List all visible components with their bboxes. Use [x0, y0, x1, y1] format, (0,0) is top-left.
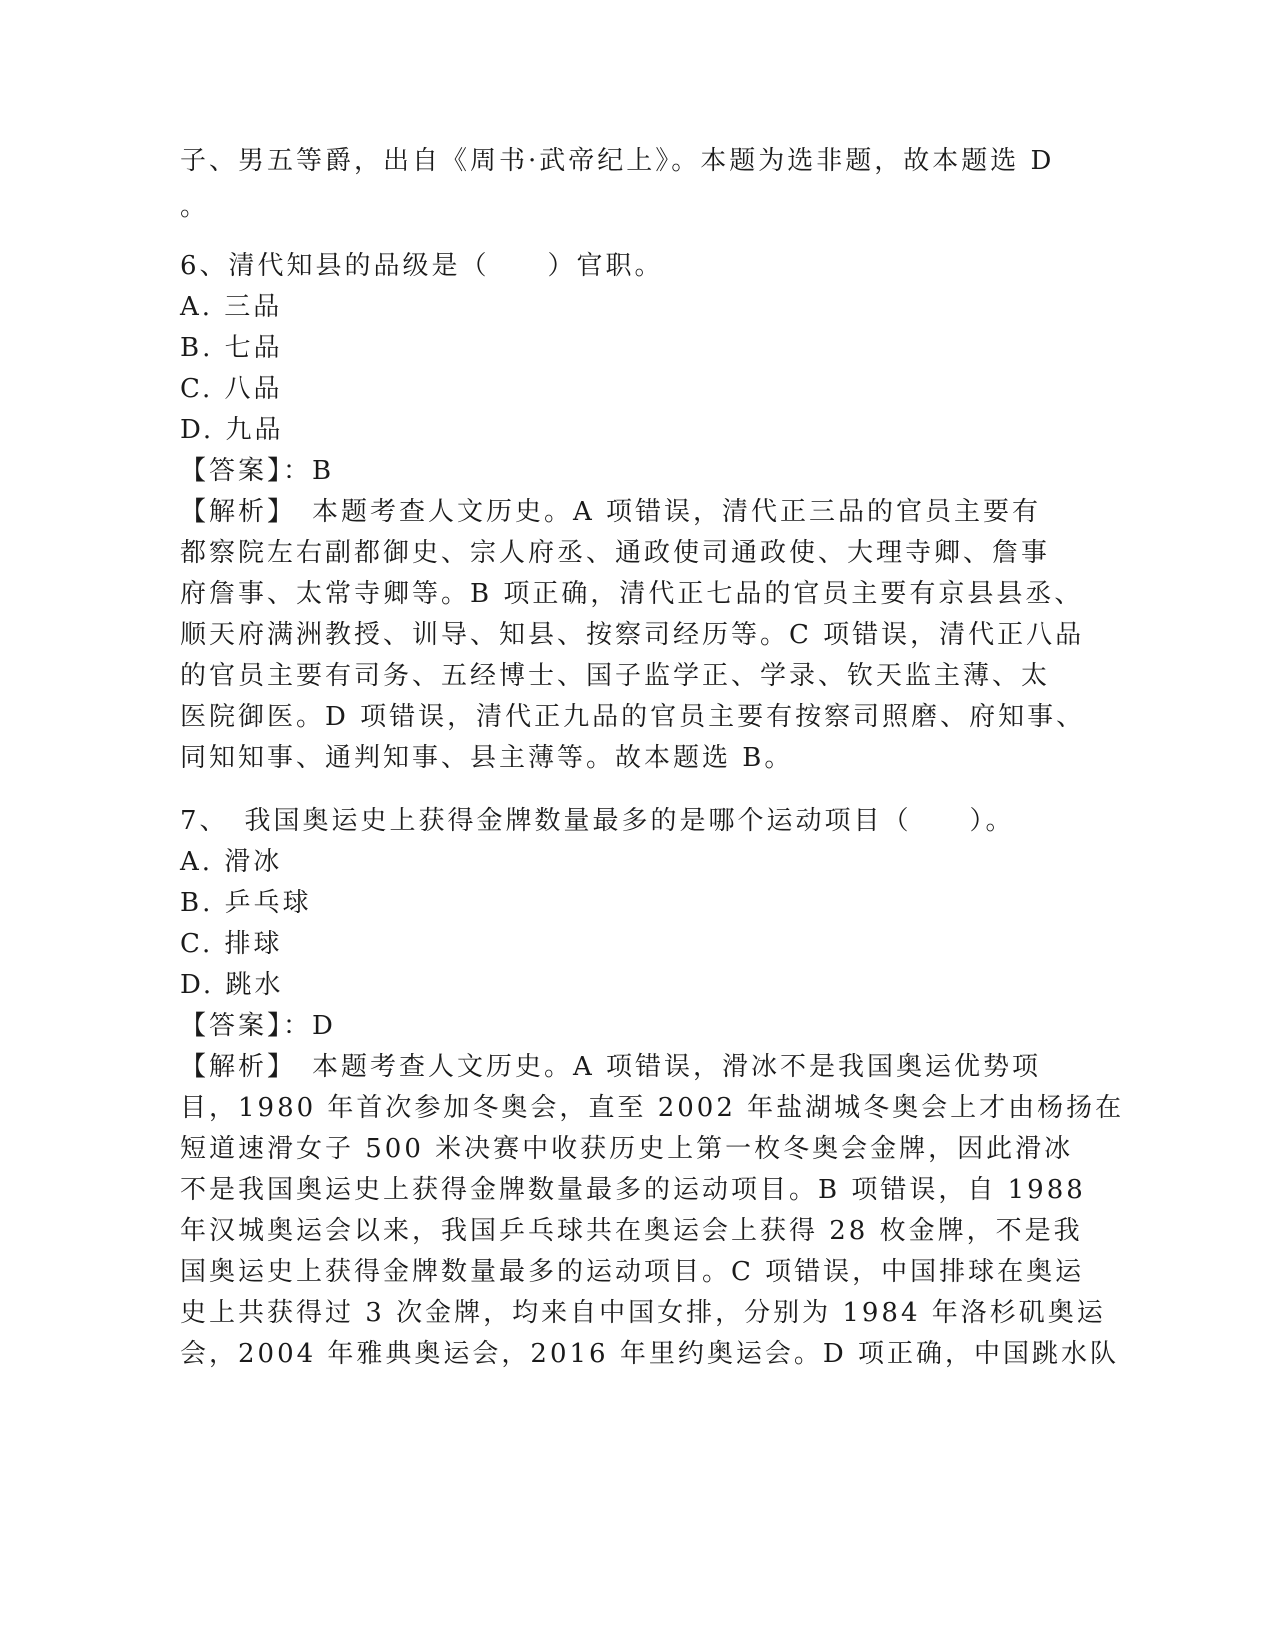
- q7-explanation-line: 短道速滑女子 500 米决赛中收获历史上第一枚冬奥会金牌，因此滑冰: [180, 1134, 1074, 1164]
- q7-option-d: D. 跳水: [180, 970, 284, 1000]
- q7-option-c: C. 排球: [180, 929, 283, 959]
- q7-explanation-line: 【解析】 本题考查人文历史。A 项错误，滑冰不是我国奥运优势项: [180, 1052, 1042, 1082]
- q6-option-b: B. 七品: [180, 333, 283, 363]
- q7-explanation-line: 不是我国奥运史上获得金牌数量最多的运动项目。B 项错误，自 1988: [180, 1175, 1086, 1205]
- q7-option-b: B. 乒乓球: [180, 888, 312, 918]
- q7-option-a: A. 滑冰: [180, 847, 283, 877]
- q6-explanation-line: 同知知事、通判知事、县主薄等。故本题选 B。: [180, 743, 794, 773]
- q7-explanation-line: 年汉城奥运会以来，我国乒乓球共在奥运会上获得 28 枚金牌，不是我: [180, 1216, 1083, 1246]
- q7-answer: 【答案】：D: [180, 1011, 336, 1041]
- q7-question: 7、 我国奥运史上获得金牌数量最多的是哪个运动项目（ ）。: [180, 806, 1015, 836]
- q7-explanation-line: 史上共获得过 3 次金牌，均来自中国女排，分别为 1984 年洛杉矶奥运: [180, 1298, 1106, 1328]
- q7-explanation-line: 国奥运史上获得金牌数量最多的运动项目。C 项错误，中国排球在奥运: [180, 1257, 1085, 1287]
- q6-option-a: A. 三品: [180, 292, 283, 322]
- q6-explanation-line: 府詹事、太常寺卿等。B 项正确，清代正七品的官员主要有京县县丞、: [180, 579, 1084, 609]
- q6-option-c: C. 八品: [180, 374, 283, 404]
- q6-answer: 【答案】：B: [180, 456, 335, 486]
- q6-question: 6、清代知县的品级是（ ）官职。: [180, 251, 664, 281]
- q6-explanation-line: 的官员主要有司务、五经博士、国子监学正、学录、钦天监主薄、太: [180, 661, 1051, 691]
- q6-option-d: D. 九品: [180, 415, 284, 445]
- q6-explanation-line: 顺天府满洲教授、训导、知县、按察司经历等。C 项错误，清代正八品: [180, 620, 1085, 650]
- q6-explanation-line: 【解析】 本题考查人文历史。A 项错误，清代正三品的官员主要有: [180, 497, 1042, 527]
- q6-explanation-line: 医院御医。D 项错误，清代正九品的官员主要有按察司照磨、府知事、: [180, 702, 1086, 732]
- q7-explanation-line: 会，2004 年雅典奥运会，2016 年里约奥运会。D 项正确，中国跳水队: [180, 1339, 1119, 1369]
- q7-explanation-line: 目，1980 年首次参加冬奥会，直至 2002 年盐湖城冬奥会上才由杨扬在: [180, 1093, 1125, 1123]
- q6-explanation-line: 都察院左右副都御史、宗人府丞、通政使司通政使、大理寺卿、詹事: [180, 538, 1051, 568]
- prev-explanation-line: 。: [180, 192, 210, 222]
- prev-explanation-line: 子、男五等爵，出自《周书·武帝纪上》。本题为选非题，故本题选 D: [180, 146, 1055, 176]
